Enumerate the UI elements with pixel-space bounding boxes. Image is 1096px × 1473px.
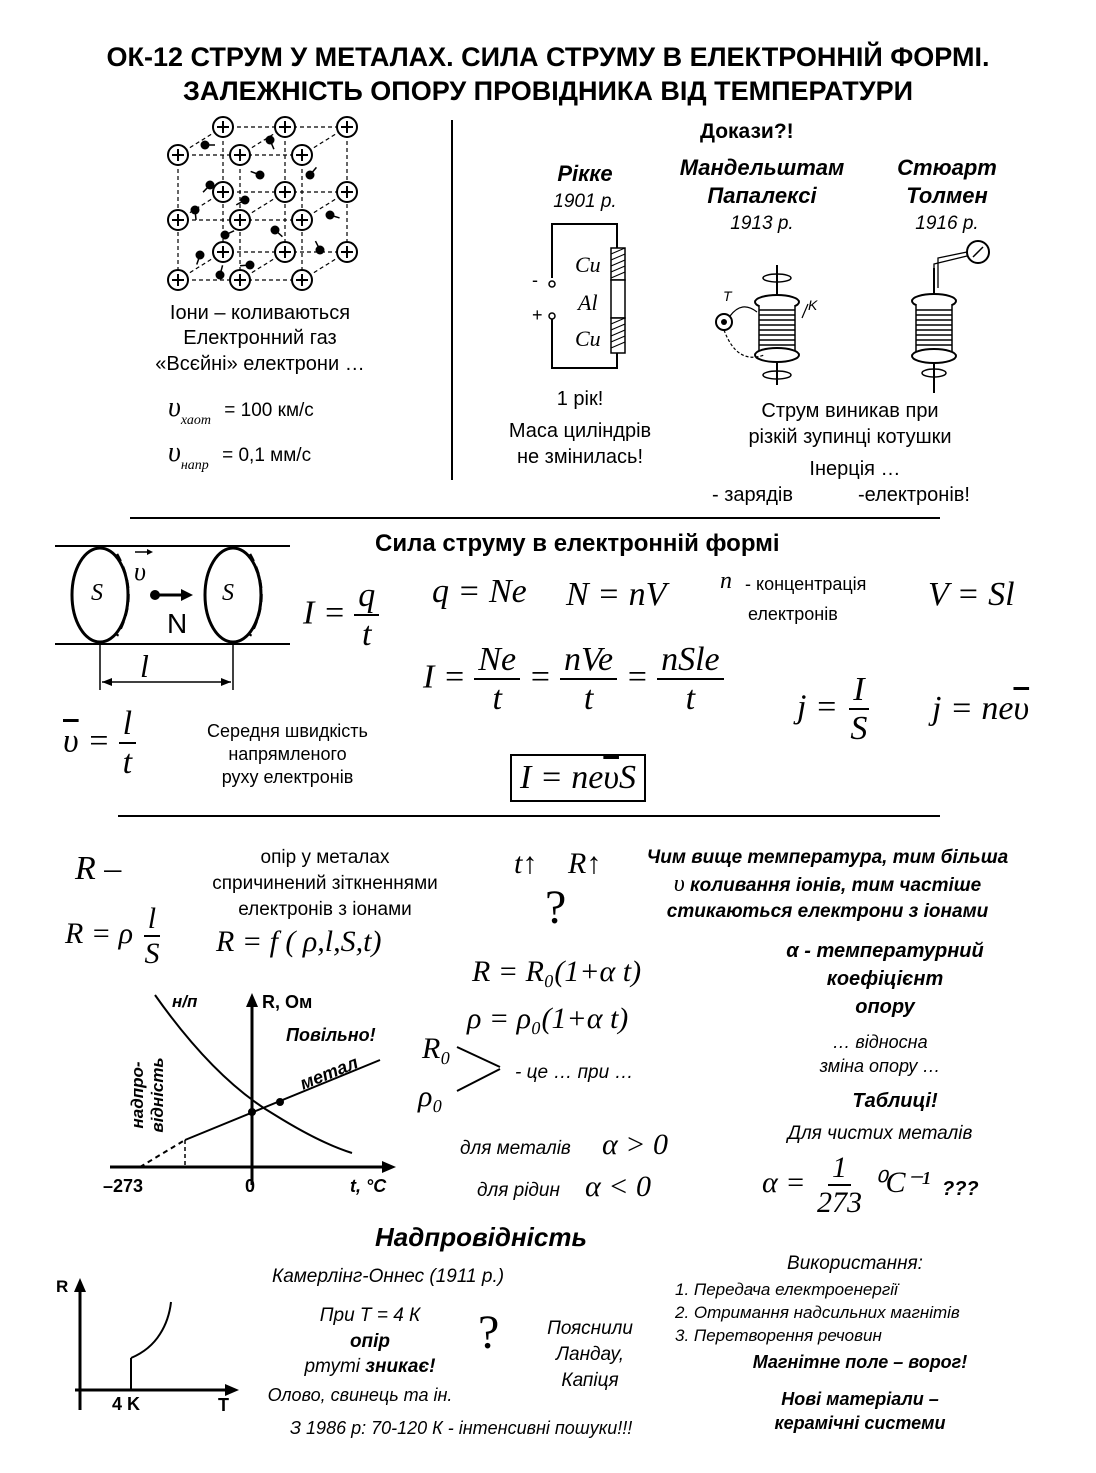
- graph-r-label: R: [56, 1277, 69, 1296]
- formula-v-sl: V = Sl: [928, 576, 1015, 613]
- divider-1: [130, 517, 940, 519]
- list-item: 3. Перетворення речовин: [675, 1326, 882, 1345]
- other-metals-text: Олово, свинець та ін.: [267, 1385, 453, 1405]
- new-materials-text: Нові матеріали – керамічні системи: [774, 1389, 946, 1433]
- chaotic-velocity: $\upsilon_{хаот} = 100$ км/с: [168, 392, 314, 428]
- since-1986-text: З 1986 р: 70-120 К - інтенсивні пошуки!!!: [290, 1418, 633, 1438]
- formula-j-nev: $j = ne\overline{\upsilon}$: [932, 690, 1030, 727]
- rikke-result-3: не змінилась!: [516, 446, 644, 468]
- usage-list: [675, 1278, 960, 1347]
- directed-velocity: $\upsilon_{напр} = 0,1$ мм/с: [168, 437, 312, 473]
- electron-gas-text: Електронний газ: [183, 327, 337, 349]
- formula-r-rho: R = ρ $\frac{l}{S}$: [65, 902, 160, 970]
- superconductor-graph: [55, 1272, 245, 1420]
- rikke-result-2: Маса циліндрів: [508, 420, 652, 442]
- graph-4k-label: 4 K: [112, 1394, 141, 1414]
- liquids-condition: α < 0: [585, 1170, 651, 1203]
- r-up: R↑: [568, 847, 602, 880]
- tables-text: Таблиці!: [852, 1090, 938, 1112]
- graph-t-label: T: [218, 1395, 229, 1415]
- t-up: t↑: [514, 847, 538, 880]
- temperature-explanation: Чим вище температура, тим більша υ коливання іонів, тим частіше стикаються електрони з іонами: [646, 847, 1009, 922]
- formula-i-q-t: I = $\frac{q}{t}$: [303, 578, 379, 653]
- tick-minus-273: –273: [103, 1176, 144, 1196]
- superconductivity-heading: Надпровідність: [375, 1222, 587, 1252]
- relative-change: … відносна зміна опору …: [819, 1032, 941, 1076]
- mp-year: 1913 р.: [730, 213, 794, 234]
- r0-label: R₀: [422, 1032, 451, 1065]
- list-item: 1. Передача електроенергії: [675, 1280, 898, 1299]
- metal-label: метал: [297, 1052, 361, 1094]
- alpha-description: α - температурний коефіцієнт опору: [786, 940, 984, 1018]
- page-subtitle: ЗАЛЕЖНІСТЬ ОПОРУ ПРОВІДНИКА ВІД ТЕМПЕРАТУРИ: [182, 76, 913, 106]
- stuart-coil-diagram: [898, 238, 998, 398]
- brace-lines: [455, 1045, 505, 1095]
- for-metals: для металів: [460, 1138, 571, 1159]
- mandelshtam-coil-diagram: [712, 260, 832, 390]
- area-label-right: S: [222, 580, 234, 606]
- pure-metals-text: Для чистих металів: [787, 1123, 973, 1144]
- n-label: N: [167, 608, 188, 639]
- alpha-question: ???: [942, 1178, 979, 1200]
- st-year: 1916 р.: [915, 213, 979, 234]
- plus-terminal: +: [532, 305, 543, 325]
- velocity-vector-label: υ: [134, 557, 146, 586]
- superconductivity-label: надпро- відність: [128, 1057, 167, 1133]
- formula-j-i-s: j = $\frac{I}{S}$: [797, 671, 868, 747]
- charges-text: - зарядів: [712, 484, 793, 506]
- proofs-heading: Докази?!: [700, 120, 794, 143]
- mercury-text: ртуті зникає!: [304, 1356, 436, 1377]
- concentration-desc-2: електронів: [748, 604, 838, 624]
- formula-vbar: $\overline{\upsilon}$ = $\frac{l}{t}$: [63, 706, 136, 781]
- al-label: Al: [578, 290, 598, 315]
- formula-i-expanded: I = $\frac{Ne}{t}$ = $\frac{\text{nVe}}{t}$ = $\frac{\text{nSle}}{t}$: [423, 642, 724, 717]
- length-label: l: [140, 648, 149, 684]
- concentration-desc-1: - концентрація: [745, 574, 867, 594]
- rho0-label: ρ₀: [418, 1080, 443, 1113]
- r-dash: R –: [75, 850, 122, 887]
- inertia-text: Інерція …: [809, 458, 901, 480]
- resistance-word: опір: [349, 1331, 391, 1352]
- n-symbol: n: [720, 568, 732, 594]
- slowly-label: Повільно!: [286, 1025, 376, 1045]
- papaleksi-name: Папалексі: [707, 183, 817, 208]
- formula-r-function: R = f ( ρ,l,S,t): [216, 925, 382, 958]
- formula-q-ne: q = Ne: [432, 573, 527, 610]
- usage-heading: Використання:: [787, 1253, 923, 1274]
- boxed-formula: $I = ne\overline{\upsilon}S$: [510, 754, 646, 802]
- rikke-year: 1901 р.: [553, 191, 617, 212]
- tolman-name: Толмен: [906, 183, 988, 208]
- magnetic-enemy-text: Магнітне поле – ворог!: [752, 1352, 968, 1372]
- semiconductor-label: н/п: [172, 992, 198, 1011]
- coil-result-1: Струм виникав при: [761, 400, 939, 422]
- mandelshtam-name: Мандельштам: [679, 155, 845, 180]
- metals-condition: α > 0: [602, 1128, 668, 1161]
- cu-top-label: Cu: [575, 252, 601, 277]
- for-liquids: для рідин: [477, 1180, 560, 1201]
- resistance-desc: опір у металах спричинений зіткненнями електронів з іонами: [212, 847, 438, 920]
- r-axis-label: R, Ом: [262, 992, 313, 1012]
- t-axis-label: t, °C: [350, 1176, 387, 1196]
- list-item: 2. Отримання надсильних магнітів: [675, 1303, 960, 1322]
- rikke-name: Рікке: [557, 161, 613, 186]
- current-heading: Сила струму в електронній формі: [375, 530, 780, 557]
- at-temp-text: При Т = 4 К: [319, 1305, 421, 1326]
- this-is-text: - це … при …: [515, 1062, 634, 1083]
- crystal-lattice-diagram: [150, 115, 360, 295]
- avg-velocity-desc: Середня швидкість напрямленого руху електронів: [207, 721, 368, 787]
- explained-by: Пояснили Ландау, Капіця: [547, 1318, 633, 1391]
- question-mark-2: ?: [478, 1306, 500, 1359]
- kamerling-text: Камерлінг-Оннес (1911 р.): [272, 1266, 505, 1287]
- page-title: ОК-12 СТРУМ У МЕТАЛАХ. СИЛА СТРУМУ В ЕЛЕКТРОННІЙ ФОРМІ.: [106, 42, 990, 72]
- free-electrons-text: «Всєйні» електрони …: [155, 353, 365, 375]
- tick-zero: 0: [245, 1176, 256, 1196]
- mandelshtam-t-label: T: [723, 288, 732, 304]
- stuart-name: Стюарт: [897, 155, 997, 180]
- question-mark-1: ?: [545, 881, 567, 934]
- ions-text: Іони – коливаються: [169, 302, 351, 324]
- electrons-text: -електронів!: [858, 484, 970, 506]
- area-label-left: S: [91, 580, 103, 606]
- cu-bottom-label: Cu: [575, 326, 601, 351]
- formula-r-r0: R = R₀(1+α t): [472, 955, 642, 988]
- alpha-formula: α = $\frac{1}{273}$ ⁰C⁻¹: [762, 1151, 931, 1219]
- mandelshtam-k-label: K: [808, 297, 818, 313]
- coil-result-2: різкій зупинці котушки: [748, 426, 952, 448]
- vertical-divider: [451, 120, 453, 480]
- formula-rho-rho0: ρ = ρ₀(1+α t): [467, 1002, 629, 1035]
- formula-n-nv: N = nV: [566, 576, 667, 613]
- divider-2: [118, 815, 940, 817]
- rikke-result-1: 1 рік!: [556, 388, 604, 410]
- minus-terminal: -: [532, 270, 538, 290]
